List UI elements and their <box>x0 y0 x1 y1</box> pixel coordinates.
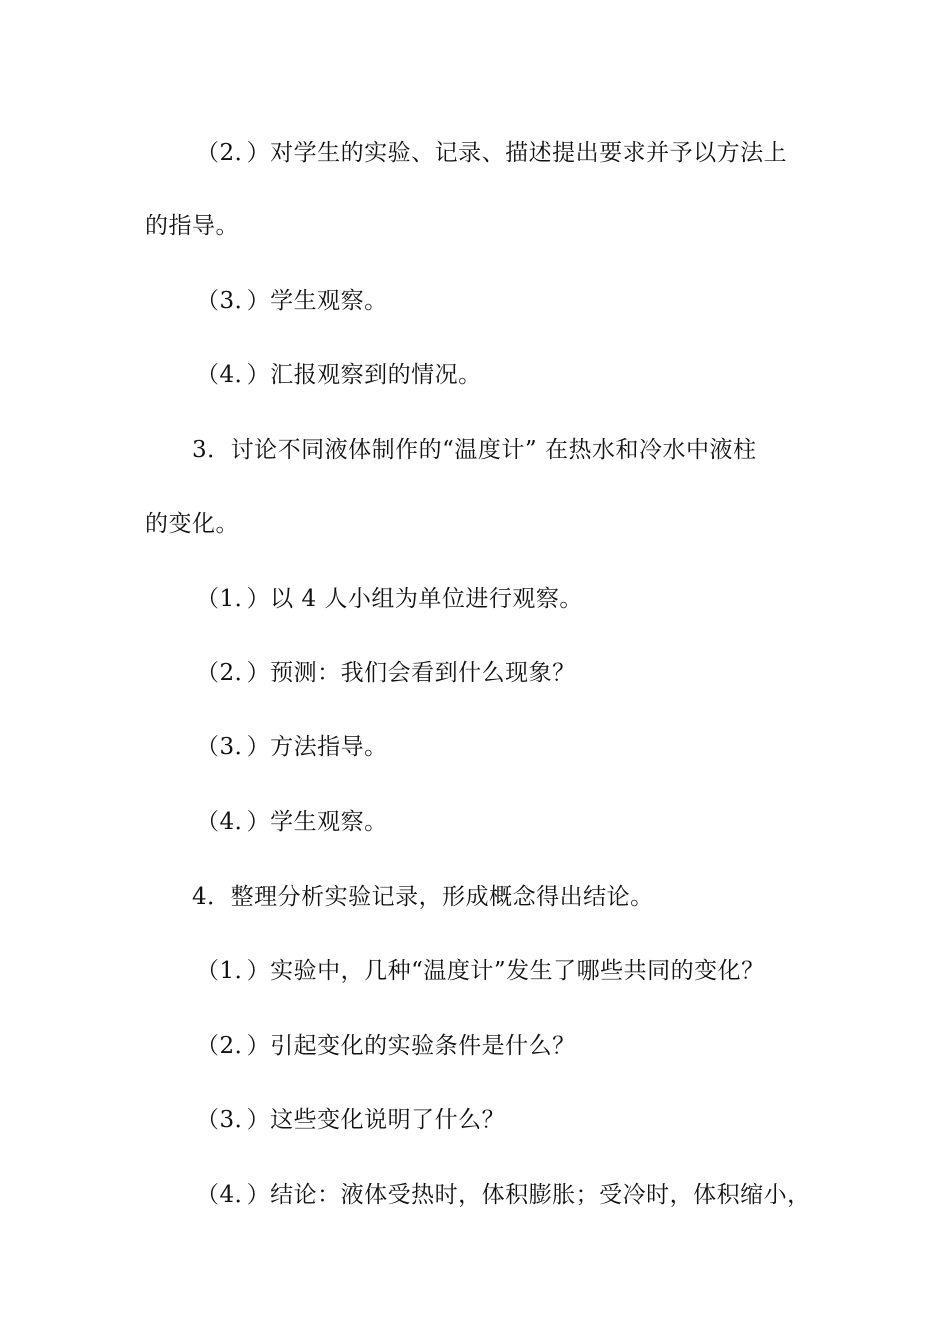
text-line-7: （1．）以 4 人小组为单位进行观察。 <box>196 586 583 612</box>
text-line-15: （4．）结论：液体受热时，体积膨胀；受冷时，体积缩小， <box>196 1182 811 1208</box>
text-line-11: 4．整理分析实验记录，形成概念得出结论。 <box>192 884 654 910</box>
text-line-13: （2．）引起变化的实验条件是什么？ <box>196 1033 576 1059</box>
text-line-6: 的变化。 <box>145 511 239 537</box>
text-line-14: （3．）这些变化说明了什么？ <box>196 1107 506 1133</box>
text-line-5: 3．讨论不同液体制作的“温度计” 在热水和冷水中液柱 <box>192 437 757 463</box>
text-line-4: （4．）汇报观察到的情况。 <box>196 362 482 388</box>
text-line-9: （3．）方法指导。 <box>196 734 388 760</box>
text-line-10: （4．）学生观察。 <box>196 809 388 835</box>
text-line-8: （2．）预测：我们会看到什么现象？ <box>196 660 576 686</box>
text-line-1: （2．）对学生的实验、记录、描述提出要求并予以方法上 <box>196 140 788 166</box>
text-line-3: （3．）学生观察。 <box>196 288 388 314</box>
text-line-12: （1．）实验中，几种“温度计”发生了哪些共同的变化？ <box>196 958 765 984</box>
text-line-2: 的指导。 <box>145 213 239 239</box>
